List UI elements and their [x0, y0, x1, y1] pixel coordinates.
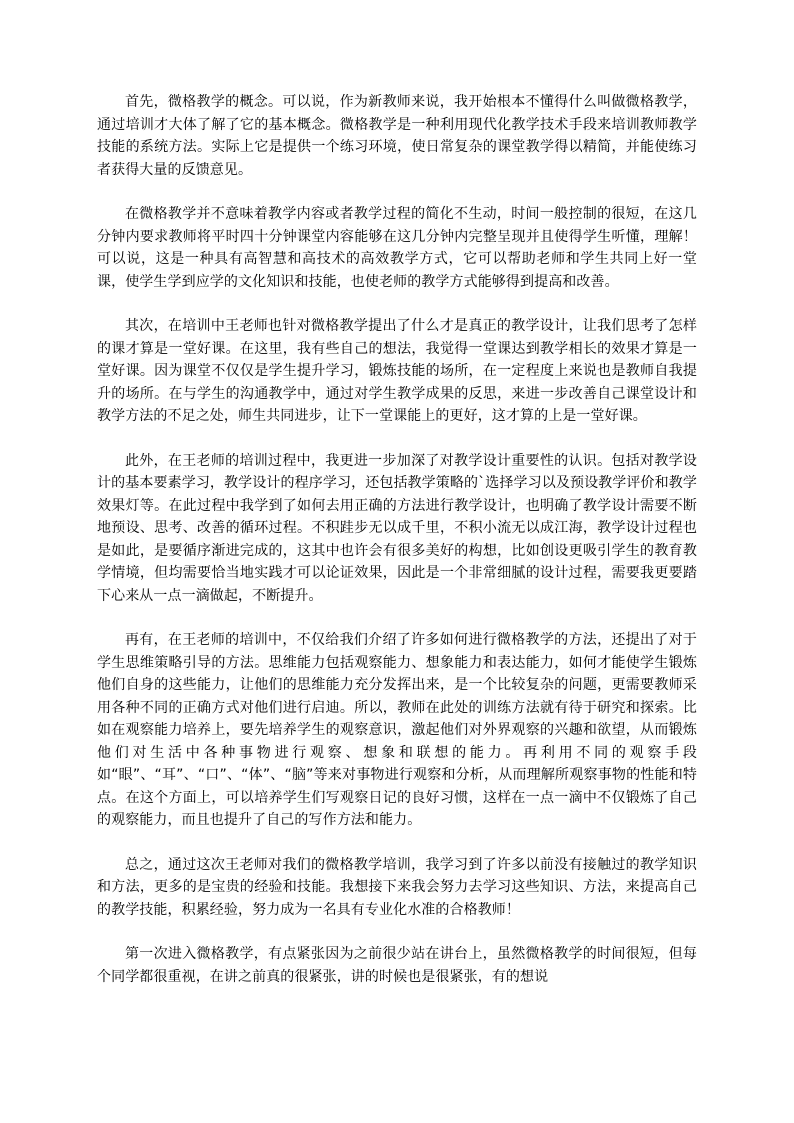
- document-body: [97, 91, 697, 1010]
- paragraph-7: 第一次进入微格教学，有点紧张因为之前很少站在讲台上，虽然微格教学的时间很短，但每个同学都很重视，在讲之前真的很紧张，讲的时候也是很紧张，有的想说: [97, 946, 697, 985]
- paragraph-3: 其次，在培训中王老师也针对微格教学提出了什么才是真正的教学设计，让我们思考了怎样的课才算是一堂好课。在这里，我有些自己的想法，我觉得一堂课达到教学相长的效果才算是一堂好课。因为课堂不仅仅是学生提升学习，锻炼技能的场所，在一定程度上来说也是教师自我提升的场所。在与学生的沟通教学中，通过对学生教学成果的反思，来进一步改善自己课堂设计和教学方法的不足之处，师生共同进步，让下一堂课能上的更好，这才算的上是一堂好课。: [97, 318, 697, 424]
- paragraph-6: 总之，通过这次王老师对我们的微格教学培训，我学习到了许多以前没有接触过的教学知识和方法，更多的是宝贵的经验和技能。我想接下来我会努力去学习这些知识、方法，来提高自己的教学技能，积累经验，努力成为一名具有专业化水准的合格教师！: [97, 856, 697, 918]
- paragraph-5: 再有，在王老师的培训中，不仅给我们介绍了许多如何进行微格教学的方法，还提出了对于学生思维策略引导的方法。思维能力包括观察能力、想象能力和表达能力，如何才能使学生锻炼他们自身的这些能力，让他们的思维能力充分发挥出来，是一个比较复杂的问题，更需要教师采用各种不同的正确方式对他们进行启迪。所以，教师在此处的训练方法就有待于研究和探索。比如在观察能力培养上，要先培养学生的观察意识，激起他们对外界观察的兴趣和欲望，从而锻炼他们对生活中各种事物进行观察、想象和联想的能力。再利用不同的观察手段如“眼”、“耳”、“口”、“体”、“脑”等来对事物进行观察和分析，从而理解所观察事物的性能和特点。在这个方面上，可以培养学生们写观察日记的良好习惯，这样在一点一滴中不仅锻炼了自己的观察能力，而且也提升了自己的写作方法和能力。: [97, 632, 697, 828]
- paragraph-4: 此外，在王老师的培训过程中，我更进一步加深了对教学设计重要性的认识。包括对教学设计的基本要素学习，教学设计的程序学习，还包括教学策略的`选择学习以及预设教学评价和教学效果灯等。在此过程中我学到了如何去用正确的方法进行教学设计，也明确了教学设计需要不断地预设、思考、改善的循环过程。不积跬步无以成千里，不积小流无以成江海，教学设计过程也是如此，是要循序渐进完成的，这其中也许会有很多美好的构想，比如创设更吸引学生的教育教学情境，但均需要恰当地实践才可以论证效果，因此是一个非常细腻的设计过程，需要我更要踏下心来从一点一滴做起，不断提升。: [97, 452, 697, 604]
- paragraph-2: 在微格教学并不意味着教学内容或者教学过程的简化不生动，时间一般控制的很短，在这几分钟内要求教师将平时四十分钟课堂内容能够在这几分钟内完整呈现并且使得学生听懂，理解！可以说，这是一种具有高智慧和高技术的高效教学方式，它可以帮助老师和学生共同上好一堂课，使学生学到应学的文化知识和技能，也使老师的教学方式能够得到提高和改善。: [97, 206, 697, 290]
- paragraph-1: 首先，微格教学的概念。可以说，作为新教师来说，我开始根本不懂得什么叫做微格教学，通过培训才大体了解了它的基本概念。微格教学是一种利用现代化教学技术手段来培训教师教学技能的系统方法。实际上它是提供一个练习环境，使日常复杂的课堂教学得以精简，并能使练习者获得大量的反馈意见。: [97, 94, 697, 178]
